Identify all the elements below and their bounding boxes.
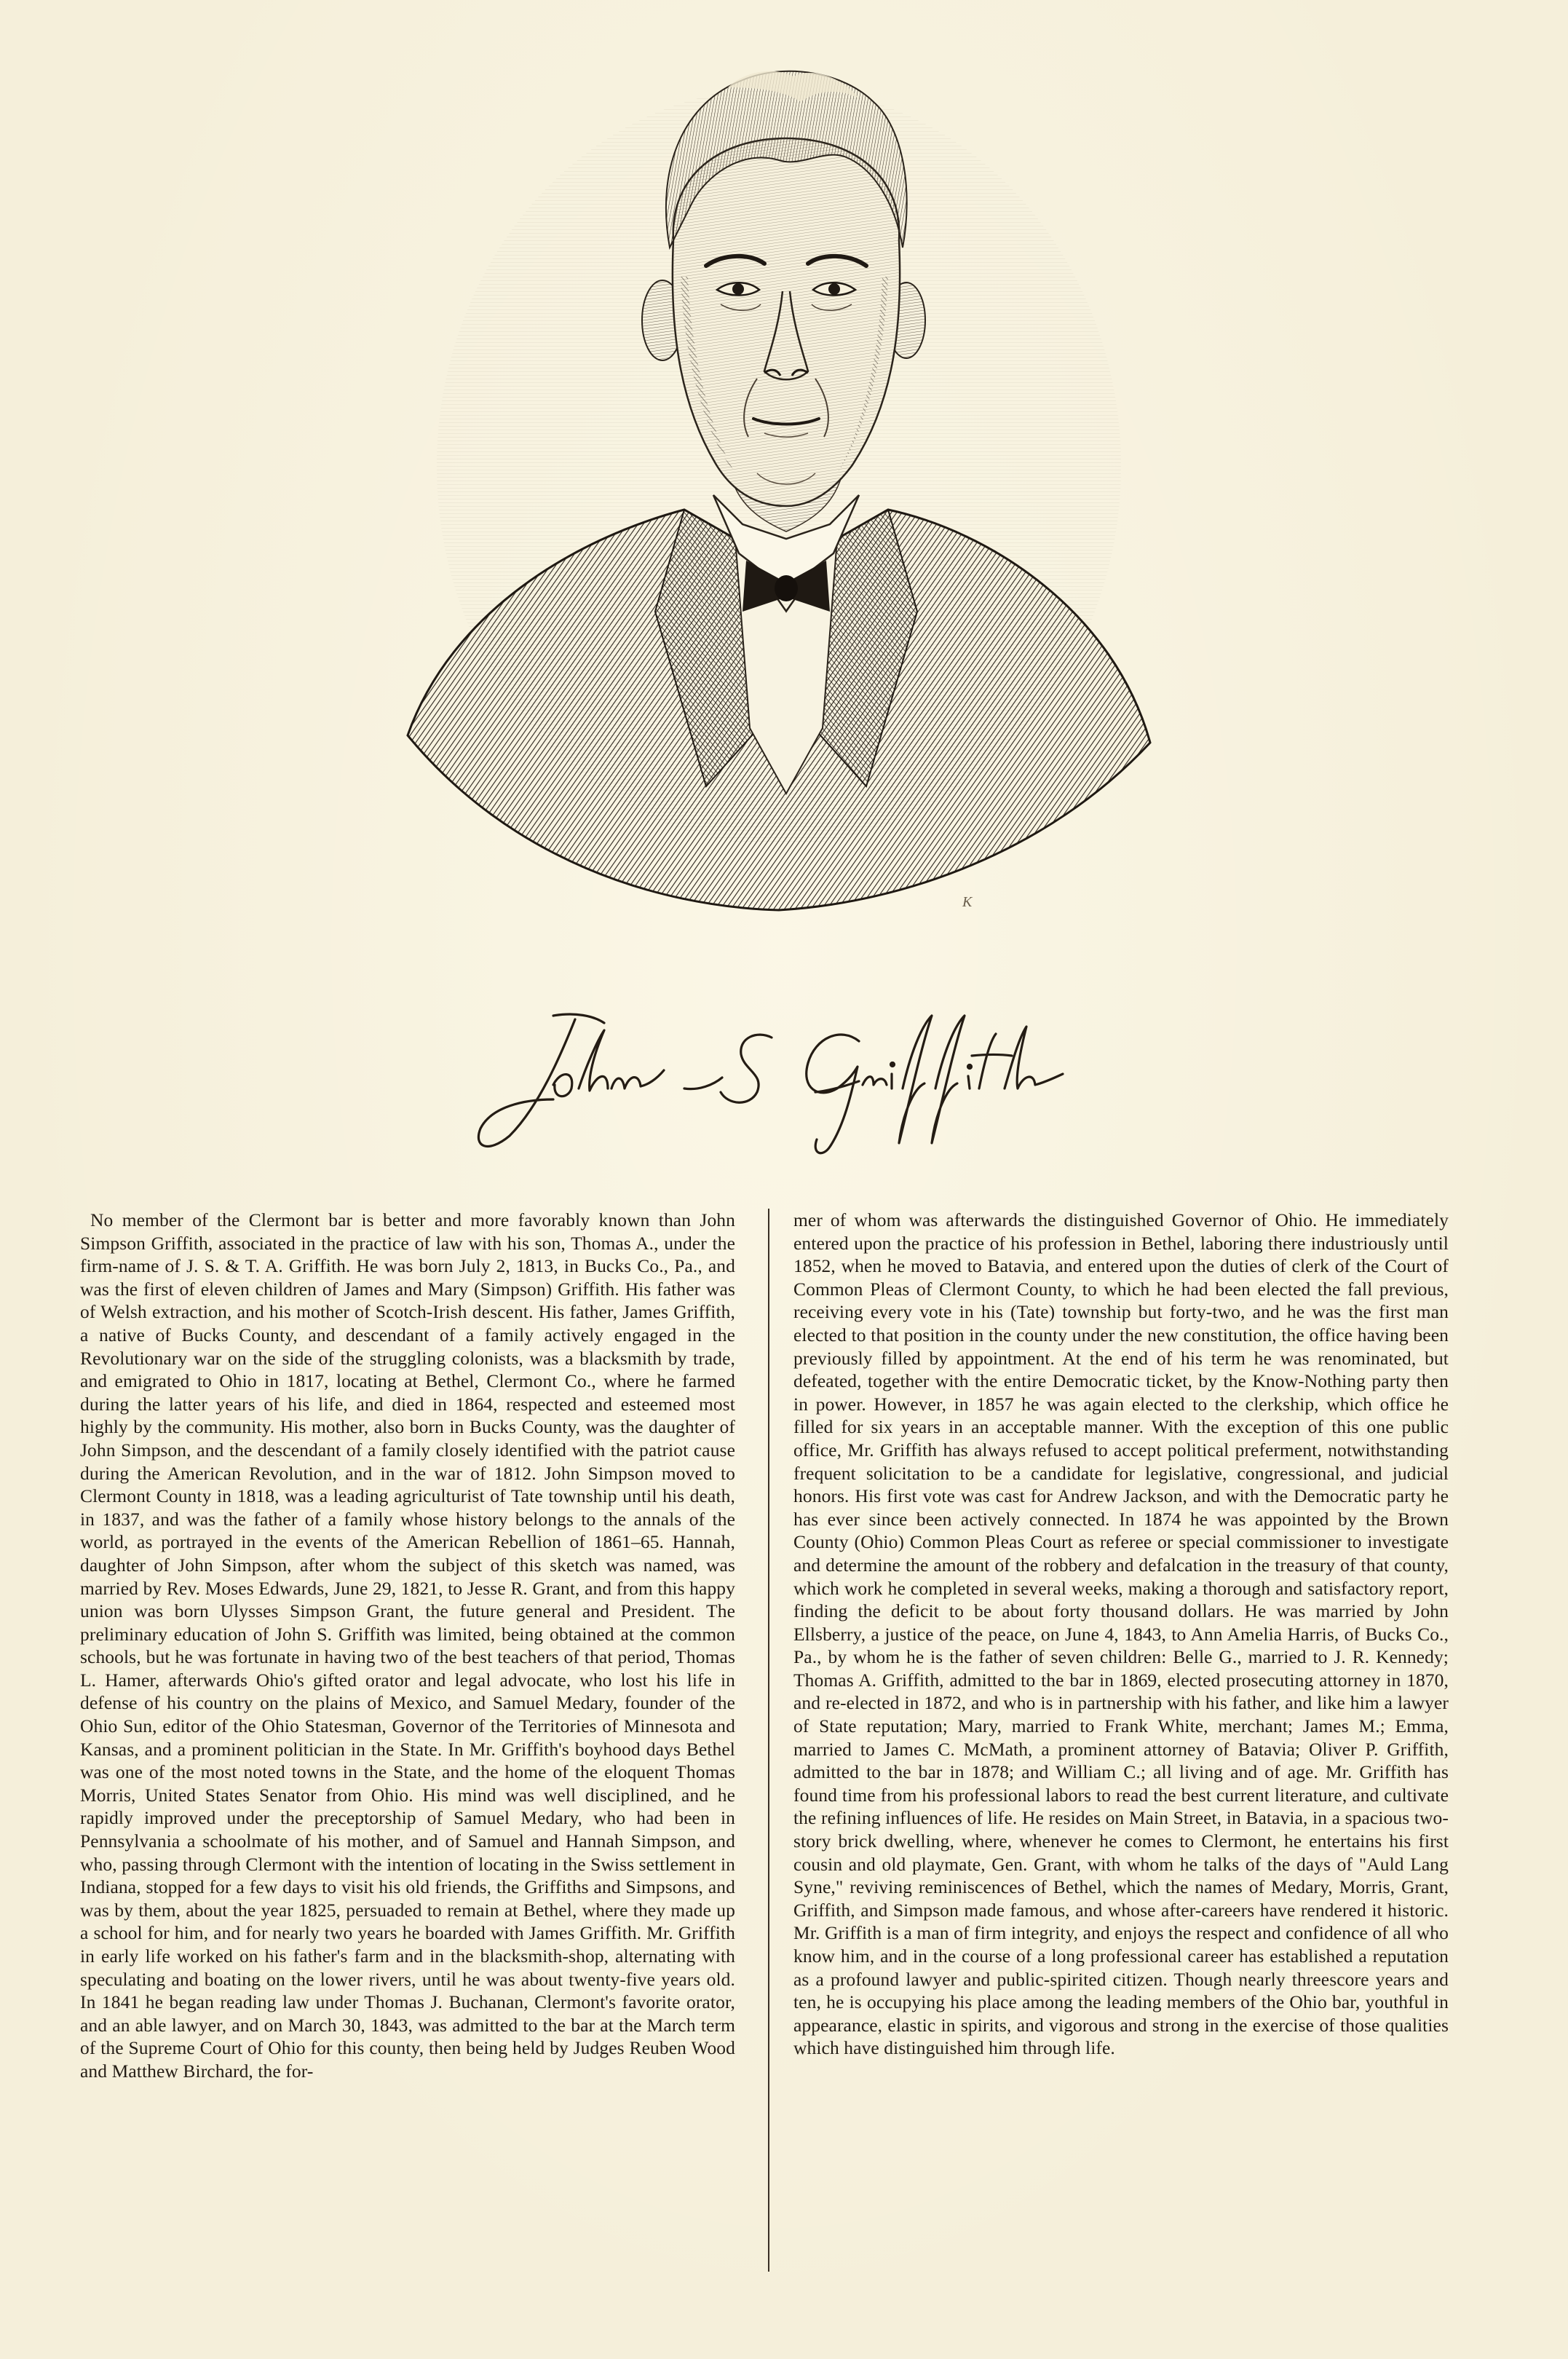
signature [466,997,1077,1165]
handwritten-signature-icon [466,997,1077,1165]
portrait-engraving [393,58,1179,932]
column-divider [768,1209,769,2272]
portrait-icon [393,58,1179,932]
biography-right-column [793,1209,1449,2060]
biography-right-text: mer of whom was afterwards the distinguished Governor of Ohio. He immediately entered upon the practice of his profession in Bethel, laboring there industriously until 1852, when he moved to Batavia, and entered upon the duties of clerk of the Court of Common Pleas of Clermont County, to which he had been elected the fall previous, receiving every vote in his (Tate) township but forty-two, and he was the first man elected to that position in the county under the new constitution, the office having been previously filled by appointment. At the end of his term he was renominated, but defeated, together with the entire Democratic ticket, by the Know-Nothing party then in power. However, in 1857 he was again elected to the clerkship, which office he filled for six years in an acceptable manner. With the exception of this one public office, Mr. Griffith has always refused to accept political preferment, notwithstanding frequent solicitation to be a candidate for legislative, congressional, and judicial honors. His first vote was cast for Andrew Jackson, and with the Democratic party he has ever since been actively connected. In 1874 he was appointed by the Brown County (Ohio) Common Pleas Court as referee or special commissioner to investigate and determine the amount of the robbery and defalcation in the treasury of that county, which work he completed in several weeks, making a thorough and satisfactory report, finding the deficit to be about forty thousand dollars. He was married by John Ellsberry, a justice of the peace, on June 4, 1843, to Ann Amelia Harris, of Bucks Co., Pa., by whom he is the father of seven children: Belle G., married to J. R. Kennedy; Thomas A. Griffith, admitted to the bar in 1869, elected prosecuting attorney in 1870, and re-elected in 1872, and who is in partnership with his father, and like him a lawyer of State reputation; Mary, married to Frank White, merchant; James M.; Emma, married to James C. McMath, a prominent attorney of Batavia; Oliver P. Griffith, admitted to the bar in 1878; and William C.; all living and of age. Mr. Griffith has found time from his professional labors to read the best current literature, and cultivate the refining influences of life. He resides on Main Street, in Batavia, in a spacious two-story brick dwelling, where, whenever he comes to Clermont, he entertains his first cousin and old playmate, Gen. Grant, with whom he talks of the days of "Auld Lang Syne," reviving reminiscences of Bethel, which the names of Medary, Morris, Grant, Griffith, and Simpson made famous, and whose after-careers have rendered it historic. Mr. Griffith is a man of firm integrity, and enjoys the respect and confidence of all who know him, and in the course of a long professional career has established a reputation as a profound lawyer and public-spirited citizen. Though nearly threescore years and ten, he is occupying his place among the leading members of the Ohio bar, youthful in appearance, elastic in spirits, and vigorous and strong in the exercise of those qualities which have distinguished him through life. [793,1209,1449,2059]
engraver-mark: K [962,894,973,910]
biography-left-text: No member of the Clermont bar is better and more favorably known than John Simpson Griffith, associated in the practice of law with his son, Thomas A., under the firm-name of J. S. & T. A. Griffith. He was born July 2, 1813, in Bucks Co., Pa., and was the first of eleven children of James and Mary (Simpson) Griffith. His father was of Welsh extraction, and his mother of Scotch-Irish descent. His father, James Griffith, a native of Bucks County, and descendant of a family actively engaged in the Revolutionary war on the side of the struggling colonists, was a blacksmith by trade, and emigrated to Ohio in 1817, locating at Bethel, Clermont Co., where he farmed during the latter years of his life, and died in 1864, respected and esteemed most highly by the community. His mother, also born in Bucks County, was the daughter of John Simpson, and the descendant of a family closely identified with the patriot cause during the American Revolution, and in the war of 1812. John Simpson moved to Clermont County in 1818, was a leading agriculturist of Tate township until his death, in 1837, and was the father of a family whose history belongs to the annals of the world, as portrayed in the events of the American Rebellion of 1861–65. Hannah, daughter of John Simpson, after whom the subject of this sketch was named, was married by Rev. Moses Edwards, June 29, 1821, to Jesse R. Grant, and from this happy union was born Ulysses Simpson Grant, the future general and President. The preliminary education of John S. Griffith was limited, being obtained at the common schools, but he was fortunate in having two of the best teachers of that period, Thomas L. Hamer, afterwards Ohio's gifted orator and legal advocate, who lost his life in defense of his country on the plains of Mexico, and Samuel Medary, founder of the Ohio Sun, editor of the Ohio Statesman, Governor of the Territories of Minnesota and Kansas, and a prominent politician in the State. In Mr. Griffith's boyhood days Bethel was one of the most noted towns in the State, and the home of the eloquent Thomas Morris, United States Senator from Ohio. His mind was well disciplined, and he rapidly improved under the preceptorship of Samuel Medary, who had been in Pennsylvania a schoolmate of his mother, and of Samuel and Hannah Simpson, and who, passing through Clermont with the intention of locating in the Swiss settlement in Indiana, stopped for a few days to visit his old friends, the Griffiths and Simpsons, and was by them, about the year 1825, persuaded to remain at Bethel, where they made up a school for him, and for nearly two years he boarded with James Griffith. Mr. Griffith in early life worked on his father's farm and in the blacksmith-shop, alternating with speculating and boating on the lower rivers, until he was about twenty-five years old. In 1841 he began reading law under Thomas J. Buchanan, Clermont's favorite orator, and an able lawyer, and on March 30, 1843, was admitted to the bar at the March term of the Supreme Court of Ohio for this county, then being held by Judges Reuben Wood and Matthew Birchard, the for- [80,1209,735,2082]
biography-left-column [80,1209,735,2083]
